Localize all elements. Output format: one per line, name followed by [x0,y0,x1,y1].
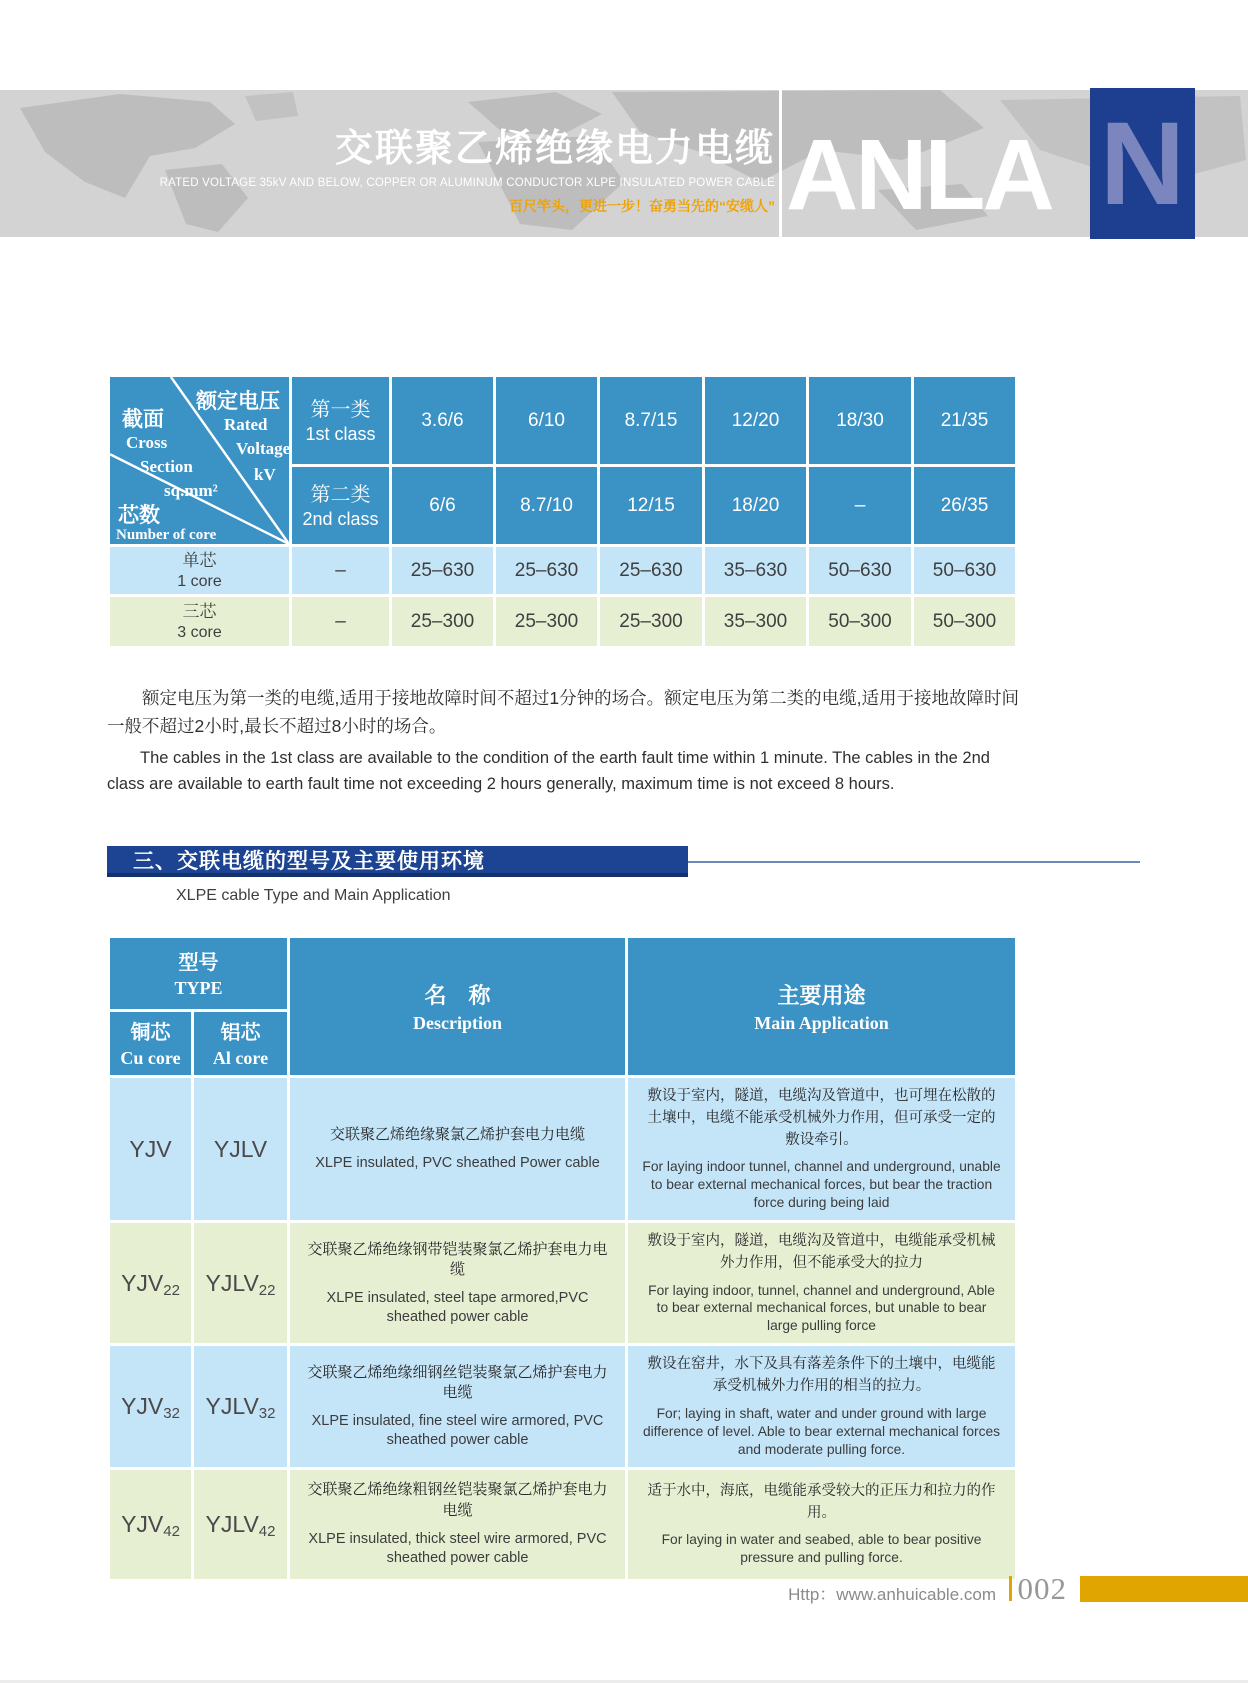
description-cn: 交联聚乙烯绝缘钢带铠装聚氯乙烯护套电力电缆 [307,1240,608,1278]
cu-type-cell [109,1345,193,1468]
application-en: For laying indoor, tunnel, channel and underground, Able to bear external mechanical forces, but unable to bear large pulling force [648,1282,995,1334]
description-header-cn: 名 称 [424,983,491,1009]
corner-voltage-en: Voltage [236,439,291,458]
corner-cross-en: Cross [126,433,168,452]
note-paragraph-en: The cables in the 1st class are available to the condition of the earth fault time within 1 minute. The cables in the 2nd class are available to earth fault time not exceeding 2 hours generally, maximum time is not exceed 8 hours. [107,748,990,793]
type-code: YJV [129,1135,172,1162]
type-header-cell [109,937,289,1011]
brand-slogan: 百尺竿头，更进一步！奋勇当先的“安缆人” [509,197,775,214]
table-row [109,1345,1017,1468]
class2-voltage: 6/6 [391,466,495,546]
table-row [109,596,1017,648]
cu-type-cell [109,1077,193,1222]
al-type-cell [193,1468,289,1580]
cell-range: 25–300 [599,596,704,648]
type-code: YJV [121,1269,164,1296]
al-type-cell [193,1345,289,1468]
page-subtitle: RATED VOLTAGE 35kV AND BELOW, COPPER OR ALUMINUM CONDUCTOR XLPE INSULATED POWER CABLE [159,176,775,189]
type-code: YJLV [213,1135,268,1162]
row-label-cn: 单芯 [182,550,217,570]
table-row [109,1222,1017,1345]
application-cn: 敷设在窑井，水下及具有落差条件下的土壤中，电缆能承受机械外力作用的相当的拉力。 [647,1356,996,1395]
cell-range: 35–300 [704,596,808,648]
class2-voltage: 12/15 [599,466,704,546]
brand-logo-text: ANLA [786,119,1052,231]
cell-range: 25–300 [495,596,599,648]
application-header-cell [627,937,1017,1077]
class1-voltage: 21/35 [913,376,1017,466]
type-code: YJV [121,1510,164,1537]
class1-voltage: 8.7/15 [599,376,704,466]
corner-sqmm-label: sq.mm² [164,481,218,500]
corner-kv-label: kV [254,465,276,484]
class2-voltage: 18/20 [704,466,808,546]
cell-dash: – [291,596,391,648]
description-cn: 交联聚乙烯绝缘细钢丝铠装聚氯乙烯护套电力电缆 [307,1363,608,1402]
type-code: YJV [121,1392,164,1419]
corner-core-count-cn: 芯数 [118,503,160,527]
class1-voltage: 6/10 [495,376,599,466]
footer-gold-bar [1080,1576,1248,1602]
type-code-subscript: 32 [258,1404,276,1422]
description-en: XLPE insulated, steel tape armored,PVC sheathed power cable [326,1290,589,1325]
description-cell [289,1468,627,1580]
cu-core-header-en: Cu core [120,1047,181,1068]
brand-logo-n: N [1099,97,1186,230]
al-core-header-cell [193,1011,289,1077]
row-label-1core [109,546,291,596]
row-label-cn: 三芯 [182,601,217,621]
brand-logo-n-box [1090,88,1195,239]
class2-voltage: 26/35 [913,466,1017,546]
description-cell [289,1345,627,1468]
page-title: 交联聚乙烯绝缘电力电缆 [334,128,775,170]
description-en: XLPE insulated, PVC sheathed Power cable [315,1155,600,1172]
class2-voltage: – [808,466,913,546]
cell-range: 25–300 [391,596,495,648]
class1-header-cell [291,376,391,466]
cell-range: 50–630 [808,546,913,596]
type-code: YJLV [205,1510,259,1537]
corner-rated-voltage-cn: 额定电压 [196,389,280,413]
al-core-header-en: Al core [212,1047,269,1068]
website-url: Http：www.anhuicable.com [788,1585,996,1604]
description-cn: 交联聚乙烯绝缘聚氯乙烯护套电力电缆 [330,1125,586,1143]
row-label-en: 3 core [177,623,222,641]
type-code-subscript: 22 [258,1281,276,1299]
description-cell [289,1222,627,1345]
page-footer [0,1573,1248,1605]
header-title-block [160,130,775,216]
cell-range: 25–630 [495,546,599,596]
table-row [109,1077,1017,1222]
application-cell [627,1222,1017,1345]
description-header-en: Description [413,1013,503,1034]
al-type-cell [193,1222,289,1345]
class1-voltage: 3.6/6 [391,376,495,466]
al-core-header-cn: 铝芯 [220,1021,261,1044]
class2-header-cell [291,466,391,546]
cell-dash: – [291,546,391,596]
type-code: YJLV [205,1392,259,1419]
class2-label-en: 2nd class [302,508,379,529]
description-en: XLPE insulated, thick steel wire armored, PVC sheathed power cable [308,1530,607,1566]
page-number: 002 [1017,1571,1067,1606]
cell-range: 25–630 [599,546,704,596]
section-subtitle: XLPE cable Type and Main Application [176,887,451,904]
voltage-table [107,374,1018,649]
application-header-en: Main Application [754,1013,889,1034]
class1-label-cn: 第一类 [310,398,371,421]
corner-section-en: Section [140,457,193,476]
class2-label-cn: 第二类 [310,483,371,506]
type-code-subscript: 42 [163,1522,180,1540]
application-header-cn: 主要用途 [777,983,866,1009]
application-cell [627,1077,1017,1222]
type-code: YJLV [205,1269,259,1296]
corner-header-cell [109,376,291,546]
corner-core-count-en: Number of core [116,527,217,543]
table-row [109,546,1017,596]
description-en: XLPE insulated, fine steel wire armored, PVC sheathed power cable [311,1413,604,1449]
application-en: For laying in water and seabed, able to bear positive pressure and pulling force. [661,1532,982,1566]
type-code-subscript: 42 [258,1522,276,1540]
cu-type-cell [109,1468,193,1580]
cell-range: 35–630 [704,546,808,596]
cell-range: 50–300 [913,596,1017,648]
type-code-subscript: 22 [163,1281,180,1299]
al-type-cell [193,1077,289,1222]
type-header-cn: 型号 [178,951,219,974]
header-divider [779,90,782,237]
cu-core-header-cell [109,1011,193,1077]
type-table [107,935,1018,1582]
application-en: For; laying in shaft, water and under ground with large difference of level. Able to bear external mechanical forces and moderate pulling force. [642,1405,1001,1457]
cell-range: 50–300 [808,596,913,648]
header-banner [0,90,1248,237]
class2-voltage: 8.7/10 [495,466,599,546]
application-cn: 敷设于室内，隧道，电缆沟及管道中，也可埋在松散的土壤中，电缆不能承受机械外力作用，但可承受一定的敷设牵引。 [647,1088,996,1148]
application-cell [627,1345,1017,1468]
row-label-3core [109,596,291,648]
cu-type-cell [109,1222,193,1345]
cell-range: 25–630 [391,546,495,596]
application-en: For laying indoor tunnel, channel and underground, unable to bear external mechanical forces, but bear the traction force during being laid [642,1159,1001,1211]
section-title-bar: 三、交联电缆的型号及主要使用环境 [107,846,688,877]
application-cell [627,1468,1017,1580]
type-header-en: TYPE [174,977,223,998]
description-header-cell [289,937,627,1077]
footer-gold-tick [1009,1576,1012,1601]
class1-label-en: 1st class [305,423,376,444]
note-paragraph-cn: 额定电压为第一类的电缆,适用于接地故障时间不超过1分钟的场合。额定电压为第二类的电缆,适用于接地故障时间一般不超过2小时,最长不超过8小时的场合。 [107,687,1019,736]
application-cn: 敷设于室内，隧道，电缆沟及管道中，电缆能承受机械外力作用，但不能承受大的拉力 [647,1233,996,1271]
application-cn: 适于水中，海底，电缆能承受较大的正压力和拉力的作用。 [647,1482,996,1521]
class1-voltage: 12/20 [704,376,808,466]
description-cn: 交联聚乙烯绝缘粗钢丝铠装聚氯乙烯护套电力电缆 [307,1481,608,1519]
class1-voltage: 18/30 [808,376,913,466]
table-row [109,1468,1017,1580]
row-label-en: 1 core [177,572,222,590]
corner-rated-en: Rated [224,415,268,434]
cu-core-header-cn: 铜芯 [130,1021,171,1044]
section-rule-line [688,861,1140,863]
corner-cross-section-cn: 截面 [122,407,164,431]
description-cell [289,1077,627,1222]
cell-range: 50–630 [913,546,1017,596]
type-code-subscript: 32 [163,1404,180,1422]
